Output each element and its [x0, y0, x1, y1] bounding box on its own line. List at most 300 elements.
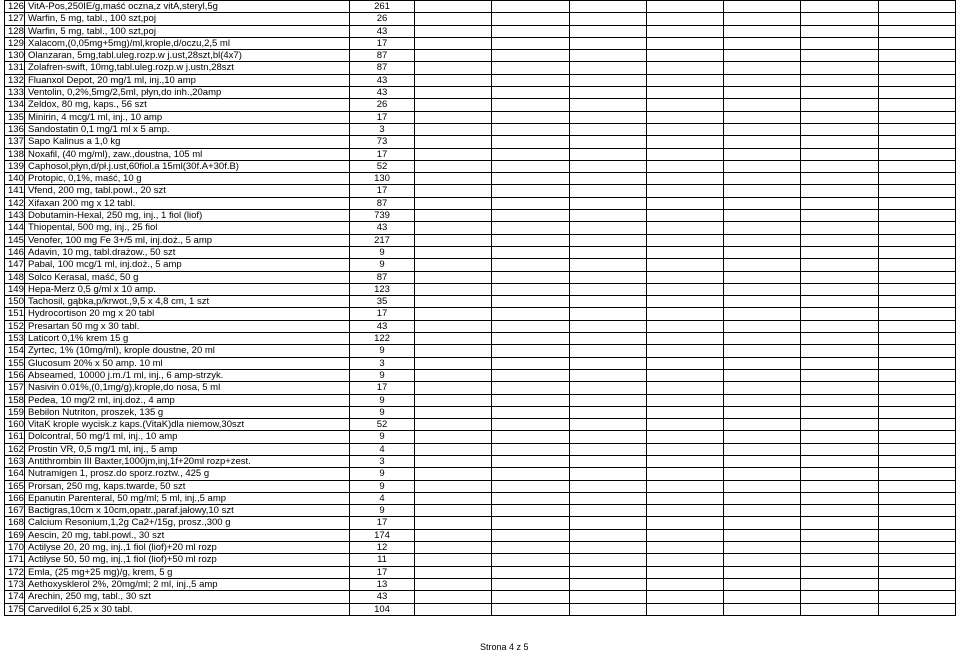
page-footer — [480, 642, 529, 652]
empty-cell — [492, 443, 569, 455]
empty-cell — [801, 382, 878, 394]
row-number: 154 — [5, 345, 25, 357]
medication-quantity: 9 — [350, 505, 415, 517]
table-row — [5, 443, 956, 455]
empty-cell — [878, 468, 955, 480]
empty-cell — [415, 505, 492, 517]
empty-cell — [801, 259, 878, 271]
empty-cell — [878, 197, 955, 209]
empty-cell — [492, 62, 569, 74]
table-row — [5, 246, 956, 258]
medication-name: VitA-Pos,250IE/g,maść oczna,z vitA,steryl,5g — [25, 1, 350, 13]
empty-cell — [801, 234, 878, 246]
medication-quantity: 104 — [350, 603, 415, 615]
table-row — [5, 603, 956, 615]
medication-quantity: 4 — [350, 443, 415, 455]
medication-quantity: 43 — [350, 222, 415, 234]
table-row — [5, 136, 956, 148]
empty-cell — [492, 578, 569, 590]
empty-cell — [878, 62, 955, 74]
medication-quantity: 87 — [350, 271, 415, 283]
empty-cell — [724, 480, 801, 492]
empty-cell — [878, 603, 955, 615]
empty-cell — [569, 333, 646, 345]
empty-cell — [569, 357, 646, 369]
empty-cell — [415, 62, 492, 74]
medication-name: Dobutamin-Hexal, 250 mg, inj., 1 fiol (liof) — [25, 210, 350, 222]
empty-cell — [724, 283, 801, 295]
empty-cell — [878, 431, 955, 443]
table-row — [5, 25, 956, 37]
empty-cell — [801, 431, 878, 443]
empty-cell — [724, 542, 801, 554]
empty-cell — [801, 320, 878, 332]
medication-quantity: 43 — [350, 25, 415, 37]
row-number: 139 — [5, 160, 25, 172]
empty-cell — [724, 123, 801, 135]
medication-quantity: 9 — [350, 468, 415, 480]
row-number: 135 — [5, 111, 25, 123]
table-row — [5, 542, 956, 554]
empty-cell — [646, 123, 723, 135]
empty-cell — [492, 603, 569, 615]
medication-quantity: 35 — [350, 296, 415, 308]
row-number: 126 — [5, 1, 25, 13]
empty-cell — [569, 345, 646, 357]
empty-cell — [646, 431, 723, 443]
empty-cell — [878, 259, 955, 271]
medication-table-body — [5, 1, 956, 616]
empty-cell — [724, 345, 801, 357]
medication-quantity: 217 — [350, 234, 415, 246]
empty-cell — [646, 1, 723, 13]
empty-cell — [492, 382, 569, 394]
row-number: 165 — [5, 480, 25, 492]
table-row — [5, 50, 956, 62]
empty-cell — [878, 529, 955, 541]
empty-cell — [801, 517, 878, 529]
empty-cell — [878, 37, 955, 49]
empty-cell — [724, 554, 801, 566]
empty-cell — [569, 369, 646, 381]
medication-quantity: 9 — [350, 406, 415, 418]
row-number: 163 — [5, 455, 25, 467]
table-row — [5, 394, 956, 406]
row-number: 156 — [5, 369, 25, 381]
table-row — [5, 62, 956, 74]
empty-cell — [724, 160, 801, 172]
row-number: 175 — [5, 603, 25, 615]
row-number: 128 — [5, 25, 25, 37]
empty-cell — [646, 62, 723, 74]
row-number: 142 — [5, 197, 25, 209]
empty-cell — [801, 99, 878, 111]
empty-cell — [415, 419, 492, 431]
empty-cell — [415, 50, 492, 62]
row-number: 137 — [5, 136, 25, 148]
empty-cell — [492, 222, 569, 234]
medication-quantity: 17 — [350, 148, 415, 160]
empty-cell — [801, 123, 878, 135]
empty-cell — [801, 62, 878, 74]
empty-cell — [569, 25, 646, 37]
empty-cell — [801, 603, 878, 615]
empty-cell — [878, 222, 955, 234]
empty-cell — [415, 369, 492, 381]
empty-cell — [801, 443, 878, 455]
empty-cell — [801, 394, 878, 406]
empty-cell — [415, 443, 492, 455]
empty-cell — [646, 37, 723, 49]
empty-cell — [492, 99, 569, 111]
empty-cell — [646, 283, 723, 295]
empty-cell — [415, 357, 492, 369]
empty-cell — [878, 406, 955, 418]
empty-cell — [415, 455, 492, 467]
row-number: 145 — [5, 234, 25, 246]
table-row — [5, 1, 956, 13]
row-number: 167 — [5, 505, 25, 517]
medication-quantity: 174 — [350, 529, 415, 541]
empty-cell — [492, 87, 569, 99]
medication-quantity: 9 — [350, 431, 415, 443]
empty-cell — [492, 1, 569, 13]
medication-name: Laticort 0,1% krem 15 g — [25, 333, 350, 345]
empty-cell — [724, 431, 801, 443]
empty-cell — [878, 542, 955, 554]
empty-cell — [492, 406, 569, 418]
empty-cell — [801, 345, 878, 357]
empty-cell — [878, 160, 955, 172]
empty-cell — [569, 320, 646, 332]
table-row — [5, 357, 956, 369]
table-row — [5, 419, 956, 431]
row-number: 152 — [5, 320, 25, 332]
empty-cell — [878, 578, 955, 590]
table-row — [5, 369, 956, 381]
empty-cell — [492, 136, 569, 148]
empty-cell — [569, 111, 646, 123]
empty-cell — [492, 259, 569, 271]
empty-cell — [878, 123, 955, 135]
medication-quantity: 13 — [350, 578, 415, 590]
medication-name: Prorsan, 250 mg, kaps.twarde, 50 szt — [25, 480, 350, 492]
medication-quantity: 26 — [350, 13, 415, 25]
empty-cell — [569, 505, 646, 517]
empty-cell — [415, 173, 492, 185]
medication-name: Zeldox, 80 mg, kaps., 56 szt — [25, 99, 350, 111]
empty-cell — [492, 283, 569, 295]
empty-cell — [878, 148, 955, 160]
empty-cell — [415, 554, 492, 566]
empty-cell — [569, 99, 646, 111]
table-row — [5, 406, 956, 418]
empty-cell — [415, 394, 492, 406]
empty-cell — [415, 283, 492, 295]
empty-cell — [801, 591, 878, 603]
empty-cell — [646, 529, 723, 541]
medication-quantity: 9 — [350, 480, 415, 492]
empty-cell — [878, 320, 955, 332]
empty-cell — [878, 394, 955, 406]
medication-quantity: 17 — [350, 382, 415, 394]
empty-cell — [878, 357, 955, 369]
empty-cell — [801, 492, 878, 504]
empty-cell — [415, 111, 492, 123]
medication-quantity: 17 — [350, 111, 415, 123]
empty-cell — [492, 468, 569, 480]
empty-cell — [415, 382, 492, 394]
empty-cell — [646, 148, 723, 160]
empty-cell — [492, 160, 569, 172]
empty-cell — [492, 197, 569, 209]
empty-cell — [492, 369, 569, 381]
medication-name: Aethoxysklerol 2%, 20mg/ml; 2 ml, inj.,5 amp — [25, 578, 350, 590]
empty-cell — [724, 578, 801, 590]
table-row — [5, 148, 956, 160]
medication-quantity: 17 — [350, 308, 415, 320]
empty-cell — [569, 234, 646, 246]
empty-cell — [569, 283, 646, 295]
empty-cell — [724, 62, 801, 74]
medication-quantity: 87 — [350, 62, 415, 74]
empty-cell — [569, 443, 646, 455]
empty-cell — [878, 591, 955, 603]
medication-name: VitaK krople wycisk.z kaps.(VitaK)dla niemow,30szt — [25, 419, 350, 431]
empty-cell — [878, 111, 955, 123]
empty-cell — [415, 492, 492, 504]
table-row — [5, 173, 956, 185]
row-number: 172 — [5, 566, 25, 578]
empty-cell — [492, 37, 569, 49]
empty-cell — [724, 185, 801, 197]
empty-cell — [569, 37, 646, 49]
table-row — [5, 492, 956, 504]
row-number: 170 — [5, 542, 25, 554]
table-row — [5, 308, 956, 320]
empty-cell — [492, 542, 569, 554]
row-number: 144 — [5, 222, 25, 234]
table-row — [5, 87, 956, 99]
empty-cell — [646, 591, 723, 603]
table-row — [5, 480, 956, 492]
empty-cell — [801, 357, 878, 369]
table-row — [5, 271, 956, 283]
empty-cell — [646, 468, 723, 480]
empty-cell — [801, 480, 878, 492]
empty-cell — [878, 1, 955, 13]
empty-cell — [415, 296, 492, 308]
empty-cell — [878, 50, 955, 62]
medication-quantity: 261 — [350, 1, 415, 13]
empty-cell — [569, 222, 646, 234]
medication-name: Noxafil, (40 mg/ml), zaw.,doustna, 105 ml — [25, 148, 350, 160]
empty-cell — [724, 50, 801, 62]
empty-cell — [569, 62, 646, 74]
empty-cell — [646, 369, 723, 381]
medication-name: Dolcontral, 50 mg/1 ml, inj., 10 amp — [25, 431, 350, 443]
empty-cell — [492, 455, 569, 467]
table-row — [5, 505, 956, 517]
empty-cell — [801, 1, 878, 13]
empty-cell — [569, 455, 646, 467]
empty-cell — [492, 554, 569, 566]
empty-cell — [646, 505, 723, 517]
medication-quantity: 12 — [350, 542, 415, 554]
row-number: 150 — [5, 296, 25, 308]
empty-cell — [801, 283, 878, 295]
row-number: 159 — [5, 406, 25, 418]
medication-quantity: 43 — [350, 591, 415, 603]
table-row — [5, 554, 956, 566]
medication-name: Minirin, 4 mcg/1 ml, inj., 10 amp — [25, 111, 350, 123]
row-number: 129 — [5, 37, 25, 49]
empty-cell — [415, 234, 492, 246]
medication-quantity: 9 — [350, 394, 415, 406]
empty-cell — [801, 468, 878, 480]
empty-cell — [569, 185, 646, 197]
empty-cell — [569, 419, 646, 431]
empty-cell — [492, 492, 569, 504]
table-row — [5, 345, 956, 357]
empty-cell — [646, 296, 723, 308]
empty-cell — [492, 517, 569, 529]
empty-cell — [569, 87, 646, 99]
row-number: 132 — [5, 74, 25, 86]
empty-cell — [878, 382, 955, 394]
empty-cell — [724, 271, 801, 283]
empty-cell — [724, 529, 801, 541]
empty-cell — [878, 87, 955, 99]
empty-cell — [492, 173, 569, 185]
medication-name: Carvedilol 6,25 x 30 tabl. — [25, 603, 350, 615]
medication-name: Fluanxol Depot, 20 mg/1 ml, inj.,10 amp — [25, 74, 350, 86]
medication-quantity: 43 — [350, 74, 415, 86]
medication-name: Vfend, 200 mg, tabl.powl., 20 szt — [25, 185, 350, 197]
empty-cell — [646, 271, 723, 283]
empty-cell — [878, 25, 955, 37]
empty-cell — [724, 259, 801, 271]
empty-cell — [724, 394, 801, 406]
empty-cell — [724, 37, 801, 49]
empty-cell — [801, 50, 878, 62]
row-number: 133 — [5, 87, 25, 99]
table-row — [5, 160, 956, 172]
empty-cell — [415, 136, 492, 148]
empty-cell — [415, 529, 492, 541]
row-number: 157 — [5, 382, 25, 394]
row-number: 155 — [5, 357, 25, 369]
empty-cell — [492, 357, 569, 369]
empty-cell — [415, 13, 492, 25]
empty-cell — [415, 517, 492, 529]
medication-name: Glucosum 20% x 50 amp. 10 ml — [25, 357, 350, 369]
table-row — [5, 222, 956, 234]
empty-cell — [724, 87, 801, 99]
table-row — [5, 259, 956, 271]
empty-cell — [492, 566, 569, 578]
medication-name: Antithrombin III Baxter,1000jm,inj,1f+20ml rozp+zest. — [25, 455, 350, 467]
empty-cell — [646, 234, 723, 246]
empty-cell — [801, 13, 878, 25]
empty-cell — [724, 99, 801, 111]
empty-cell — [646, 74, 723, 86]
empty-cell — [646, 455, 723, 467]
medication-quantity: 52 — [350, 160, 415, 172]
medication-name: Calcium Resonium,1,2g Ca2+/15g, prosz.,300 g — [25, 517, 350, 529]
empty-cell — [801, 246, 878, 258]
empty-cell — [878, 517, 955, 529]
empty-cell — [724, 492, 801, 504]
empty-cell — [646, 357, 723, 369]
empty-cell — [801, 578, 878, 590]
medication-name: Sandostatin 0,1 mg/1 ml x 5 amp. — [25, 123, 350, 135]
empty-cell — [569, 578, 646, 590]
empty-cell — [801, 333, 878, 345]
empty-cell — [415, 468, 492, 480]
empty-cell — [569, 173, 646, 185]
page-number: Strona 4 z 5 — [480, 642, 529, 652]
row-number: 166 — [5, 492, 25, 504]
medication-name: Adavin, 10 mg, tabl.drażow., 50 szt — [25, 246, 350, 258]
empty-cell — [878, 443, 955, 455]
medication-quantity: 9 — [350, 345, 415, 357]
empty-cell — [569, 529, 646, 541]
table-row — [5, 99, 956, 111]
empty-cell — [801, 308, 878, 320]
empty-cell — [492, 210, 569, 222]
empty-cell — [878, 185, 955, 197]
empty-cell — [492, 333, 569, 345]
medication-name: Pedea, 10 mg/2 ml, inj.doż., 4 amp — [25, 394, 350, 406]
empty-cell — [646, 394, 723, 406]
empty-cell — [724, 136, 801, 148]
row-number: 171 — [5, 554, 25, 566]
empty-cell — [724, 455, 801, 467]
empty-cell — [646, 542, 723, 554]
empty-cell — [878, 136, 955, 148]
empty-cell — [415, 1, 492, 13]
empty-cell — [415, 37, 492, 49]
empty-cell — [415, 345, 492, 357]
medication-quantity: 739 — [350, 210, 415, 222]
medication-quantity: 17 — [350, 185, 415, 197]
table-row — [5, 74, 956, 86]
empty-cell — [801, 406, 878, 418]
table-row — [5, 234, 956, 246]
empty-cell — [801, 160, 878, 172]
empty-cell — [724, 419, 801, 431]
row-number: 148 — [5, 271, 25, 283]
empty-cell — [569, 591, 646, 603]
empty-cell — [569, 480, 646, 492]
empty-cell — [492, 271, 569, 283]
empty-cell — [415, 259, 492, 271]
empty-cell — [492, 480, 569, 492]
empty-cell — [878, 333, 955, 345]
medication-quantity: 3 — [350, 357, 415, 369]
medication-quantity: 87 — [350, 197, 415, 209]
table-row — [5, 37, 956, 49]
empty-cell — [878, 74, 955, 86]
medication-quantity: 73 — [350, 136, 415, 148]
empty-cell — [646, 382, 723, 394]
empty-cell — [801, 296, 878, 308]
table-row — [5, 468, 956, 480]
medication-name: Epanutin Parenteral, 50 mg/ml; 5 ml, inj.,5 amp — [25, 492, 350, 504]
empty-cell — [569, 308, 646, 320]
medication-name: Solco Kerasal, maść, 50 g — [25, 271, 350, 283]
